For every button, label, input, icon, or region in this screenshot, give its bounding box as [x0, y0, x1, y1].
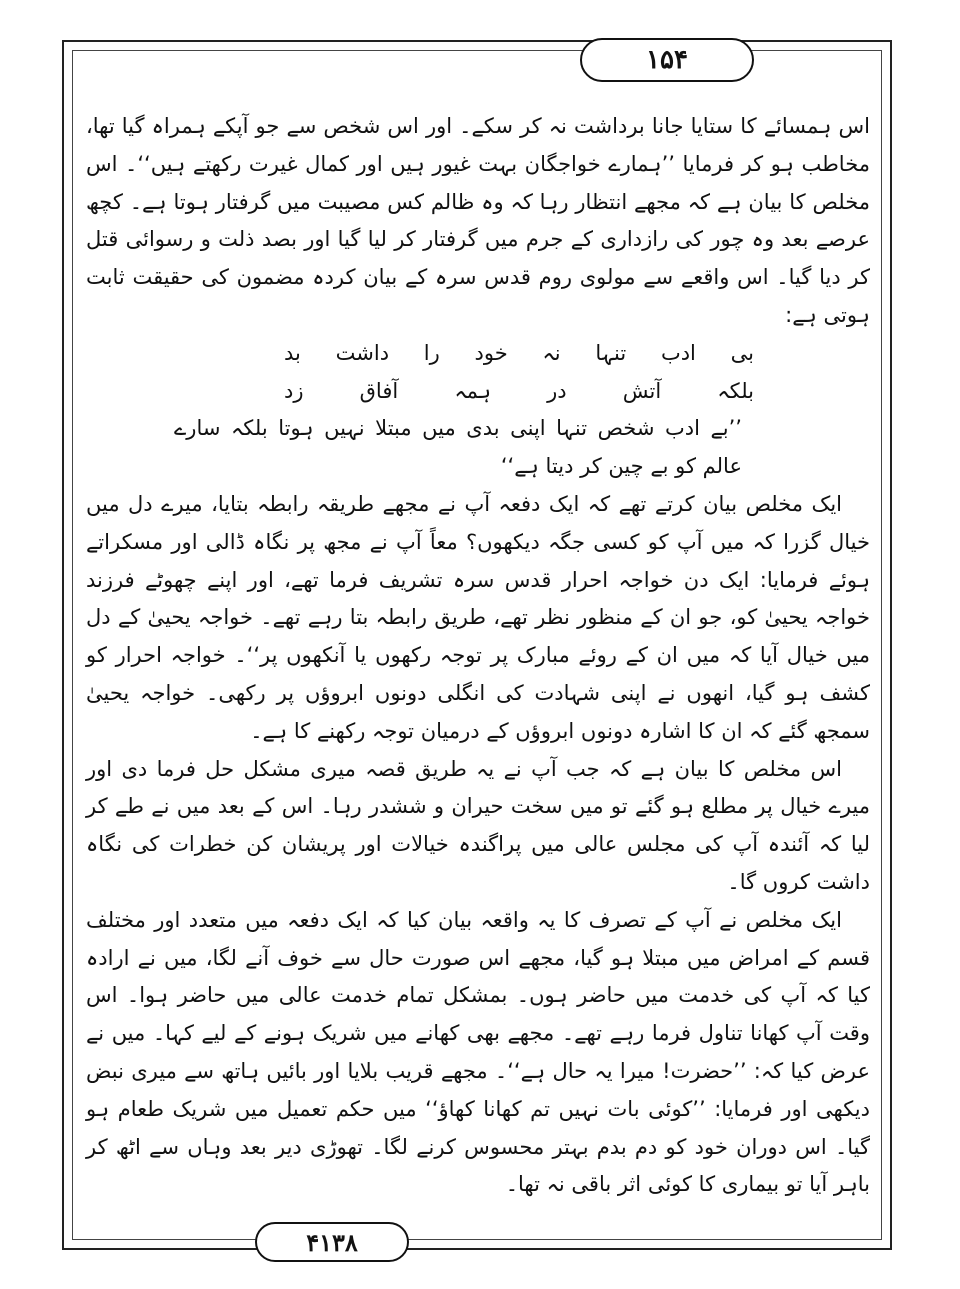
- verse-word: را: [423, 340, 440, 365]
- paragraph-3: اس مخلص کا بیان ہے کہ جب آپ نے یہ طریق قصہ میری مشکل حل فرما دی اور میرے خیال پر مطلع ہو گئے تو میں سخت حیران و ششدر رہا۔ اس کے بعد میں نے طے کر لیا کہ آئندہ آپ کی مجلس عالی میں پراگندہ خیالات اور پریشان کن خطرات کی نگاہ داشت کروں گا۔: [86, 756, 870, 894]
- paragraph-4: ایک مخلص نے آپ کے تصرف کا یہ واقعہ بیان کیا کہ ایک دفعہ میں متعدد اور مختلف قسم کے امراض میں مبتلا ہو گیا، مجھے اس صورت حال سے خوف آنے لگا، میں نے ارادہ کیا کہ آپ کی خدمت میں حاضر ہوں۔ بمشکل تمام خدمت عالی میں حاضر ہوا۔ اس وقت آپ کھانا تناول فرما رہے تھے۔ مجھے بھی کھانے میں شریک ہونے کے لیے کہا۔ میں نے عرض کیا کہ: ’’حضرت! میرا یہ حال ہے‘‘۔ مجھے قریب بلایا اور بائیں ہاتھ سے میری نبض دیکھی اور فرمایا: ’’کوئی بات نہیں تم کھانا کھاؤ‘‘ میں حکم تعمیل میں شریک طعام ہو گیا۔ اس دوران خود کو دم بدم بہتر محسوس کرنے لگا۔ تھوڑی دیر بعد وہاں سے اٹھ کر باہر آیا تو بیماری کا کوئی اثر باقی نہ تھا۔: [86, 907, 870, 1197]
- page-number-bottom: ۴۱۳۸: [255, 1222, 409, 1262]
- verse-word: ہمہ: [454, 378, 492, 403]
- page-number-top: ۱۵۴: [580, 38, 754, 82]
- verse-word: بلکہ: [717, 378, 754, 403]
- page-body: [86, 108, 870, 1204]
- verse-word: زد: [284, 378, 304, 403]
- verse-word: خود: [474, 340, 508, 365]
- paragraph-1: اس ہمسائے کا ستایا جانا برداشت نہ کر سکے۔ اور اس شخص سے جو آپکے ہمراہ گیا تھا، مخاطب ہو کر فرمایا ’’ہمارے خواجگان بہت غیور ہیں اور کمال غیرت رکھتے ہیں‘‘۔ اس مخلص کا بیان ہے کہ مجھے انتظار رہا کہ وہ ظالم کس مصیبت میں گرفتار ہوتا ہے۔ کچھ عرصے بعد وہ چور کی رازداری کے جرم میں گرفتار کر لیا گیا اور بصد ذلت و رسوائی قتل کر دیا گیا۔ اس واقعے سے مولوی روم قدس سرہ کے بیان کردہ مضمون کی حقیقت ثابت ہوتی ہے:: [86, 114, 870, 327]
- verse-word: آفاق: [359, 378, 399, 403]
- verse-line-1: [284, 335, 754, 373]
- verse-word: بد: [284, 340, 301, 365]
- verse-word: بی: [730, 340, 754, 365]
- verse-word: ادب: [660, 340, 696, 365]
- verse-line-2: [284, 373, 754, 411]
- verse-word: نہ: [542, 340, 561, 365]
- verse-translation: ’’بے ادب شخص تنہا اپنی بدی میں مبتلا نہیں ہوتا بلکہ سارے عالم کو بے چین کر دیتا ہے‘‘: [174, 416, 742, 479]
- verse-word: آتش: [622, 378, 662, 403]
- paragraph-2: ایک مخلص بیان کرتے تھے کہ ایک دفعہ آپ نے مجھے طریقہ رابطہ بتایا، میرے دل میں خیال گزرا کہ میں آپ کو کسی جگہ دیکھوں؟ معاً آپ نے مجھ پر نگاہ ڈالی اور مسکراتے ہوئے فرمایا: ایک دن خواجہ احرار قدس سرہ تشریف فرما تھے، اور اپنے چھوٹے فرزند خواجہ یحییٰ کو، جو ان کے منظور نظر تھے، طریق رابطہ بتا رہے تھے۔ خواجہ یحییٰ کے دل میں خیال آیا کہ میں ان کے روئے مبارک پر توجہ رکھوں یا آنکھوں پر‘‘۔ خواجہ احرار کو کشف ہو گیا، انھوں نے اپنی شہادت کی انگلی دونوں ابروؤں پر رکھی۔ خواجہ یحییٰ سمجھ گئے کہ ان کا اشارہ دونوں ابروؤں کے درمیان توجہ رکھنے کا ہے۔: [86, 491, 870, 743]
- verse-word: تنہا: [595, 340, 627, 365]
- verse-word: در: [547, 378, 567, 403]
- verse-word: داشت: [335, 340, 390, 365]
